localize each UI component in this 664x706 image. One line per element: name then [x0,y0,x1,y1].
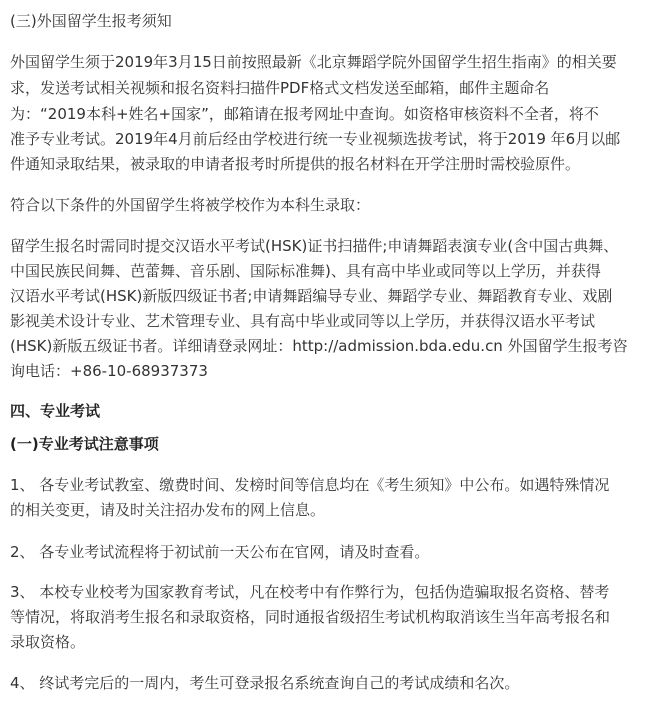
text-line: 件通知录取结果，被录取的申请者报考时所提供的报名材料在开学注册时需校验原件。 [10,155,581,173]
text-line: 为：“2019本科+姓名+国家”，邮箱请在报考网址中查询。如资格审核资料不全者，将不 [10,105,599,123]
text-line: 影视美术设计专业、艺术管理专业、具有高中毕业或同等以上学历，并获得汉语水平考试 [10,312,596,330]
text-line: 求，发送考试相关视频和报名资料扫描件PDF格式文档发送至邮箱，邮件主题命名 [10,79,550,97]
text-line: 1、 各专业考试教室、缴费时间、发榜时间等信息均在《考生须知》中公布。如遇特殊情况 [10,476,610,494]
text-line: 外国留学生须于2019年3月15日前按照最新《北京舞蹈学院外国留学生招生指南》的相关要 [10,53,617,71]
paragraph-admission-intro: 符合以下条件的外国留学生将被学校作为本科生录取： [10,196,371,214]
text-line: 2、 各专业考试流程将于初试前一天公布在官网，请及时查看。 [10,543,430,561]
text-line: 录取资格。 [10,633,86,651]
text-line: 准予专业考试。2019年4月前后经由学校进行统一专业视频选拔考试，将于2019 年6月以邮 [10,130,621,148]
text-line: 中国民族民间舞、芭蕾舞、音乐剧、国际标准舞)、具有高中毕业或同等以上学历，并获得 [10,262,601,280]
text-line: 4、 终试考完后的一周内，考生可登录报名系统查询自己的考试成绩和名次。 [10,674,520,692]
text-line: (HSK)新版五级证书者。详细请登录网址：http://admission.bda.edu.cn 外国留学生报考咨 [10,337,628,355]
text-line: 留学生报名时需同时提交汉语水平考试(HSK)证书扫描件;申请舞蹈表演专业(含中国古典舞、 [10,237,619,255]
text-line: 3、 本校专业校考为国家教育考试，凡在校考中有作弊行为，包括伪造骗取报名资格、替考 [10,583,610,601]
text-line: 询电话：+86-10-68937373 [10,362,208,380]
subsection-heading: (一)专业考试注意事项 [10,435,159,453]
section-heading-exam: 四、专业考试 [10,402,101,420]
text-line: 等情况，将取消考生报名和录取资格，同时通报省级招生考试机构取消该生当年高考报名和 [10,608,611,626]
text-line: 汉语水平考试(HSK)新版四级证书者;申请舞蹈编导专业、舞蹈学专业、舞蹈教育专业、戏剧 [10,287,613,305]
text-line: 的相关变更，请及时关注招办发布的网上信息。 [10,501,326,519]
section-heading: (三)外国留学生报考须知 [10,12,172,30]
